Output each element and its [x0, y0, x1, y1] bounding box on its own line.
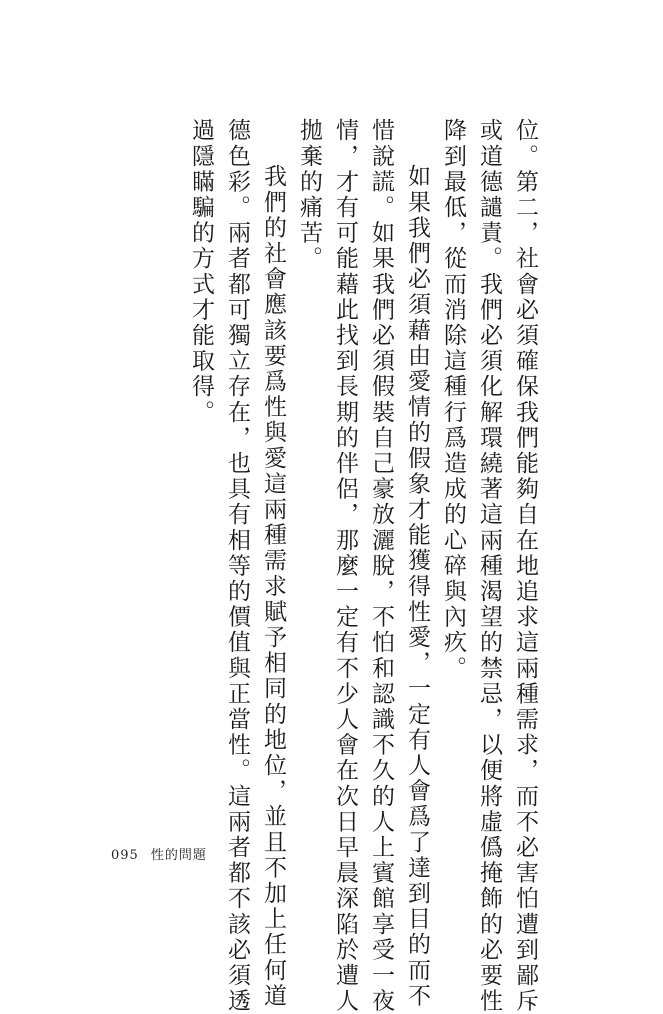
page-number: 095 — [111, 848, 139, 863]
running-title: 性的問題 — [150, 848, 207, 863]
text-column: 降到最低，從而消除這種行爲造成的心碎與內疚。 — [440, 118, 466, 682]
text-column: 我們的社會應該要爲性與愛這兩種需求賦予相同的地位，並且不加上任何道 — [260, 164, 286, 1009]
text-column: 位。第二，社會必須確保我們能夠自在地追求這兩種需求，而不必害怕遭到鄙斥 — [512, 118, 538, 1014]
text-column: 惜說謊。如果我們必須假裝自己豪放灑脫，不怕和認識不久的人上賓館享受一夜 — [368, 118, 394, 1014]
text-column: 過隱瞞騙的方式才能取得。 — [188, 118, 214, 426]
text-column: 如果我們必須藉由愛情的假象才能獲得性愛，一定有人會爲了達到目的而不 — [404, 164, 430, 1009]
text-column: 或道德譴責。我們必須化解環繞著這兩種渴望的禁忌，以便將虛僞掩飾的必要性 — [476, 118, 502, 1014]
text-column: 德色彩。兩者都可獨立存在，也具有相等的價值與正當性。這兩者都不該必須透 — [224, 118, 250, 1014]
page-footer — [111, 844, 219, 863]
text-column: 情，才有可能藉此找到長期的伴侶，那麼一定有不少人會在次日早晨深陷於遭人 — [332, 118, 358, 1014]
text-column: 拋棄的痛苦。 — [296, 118, 322, 272]
vertical-text-block — [183, 118, 543, 1014]
